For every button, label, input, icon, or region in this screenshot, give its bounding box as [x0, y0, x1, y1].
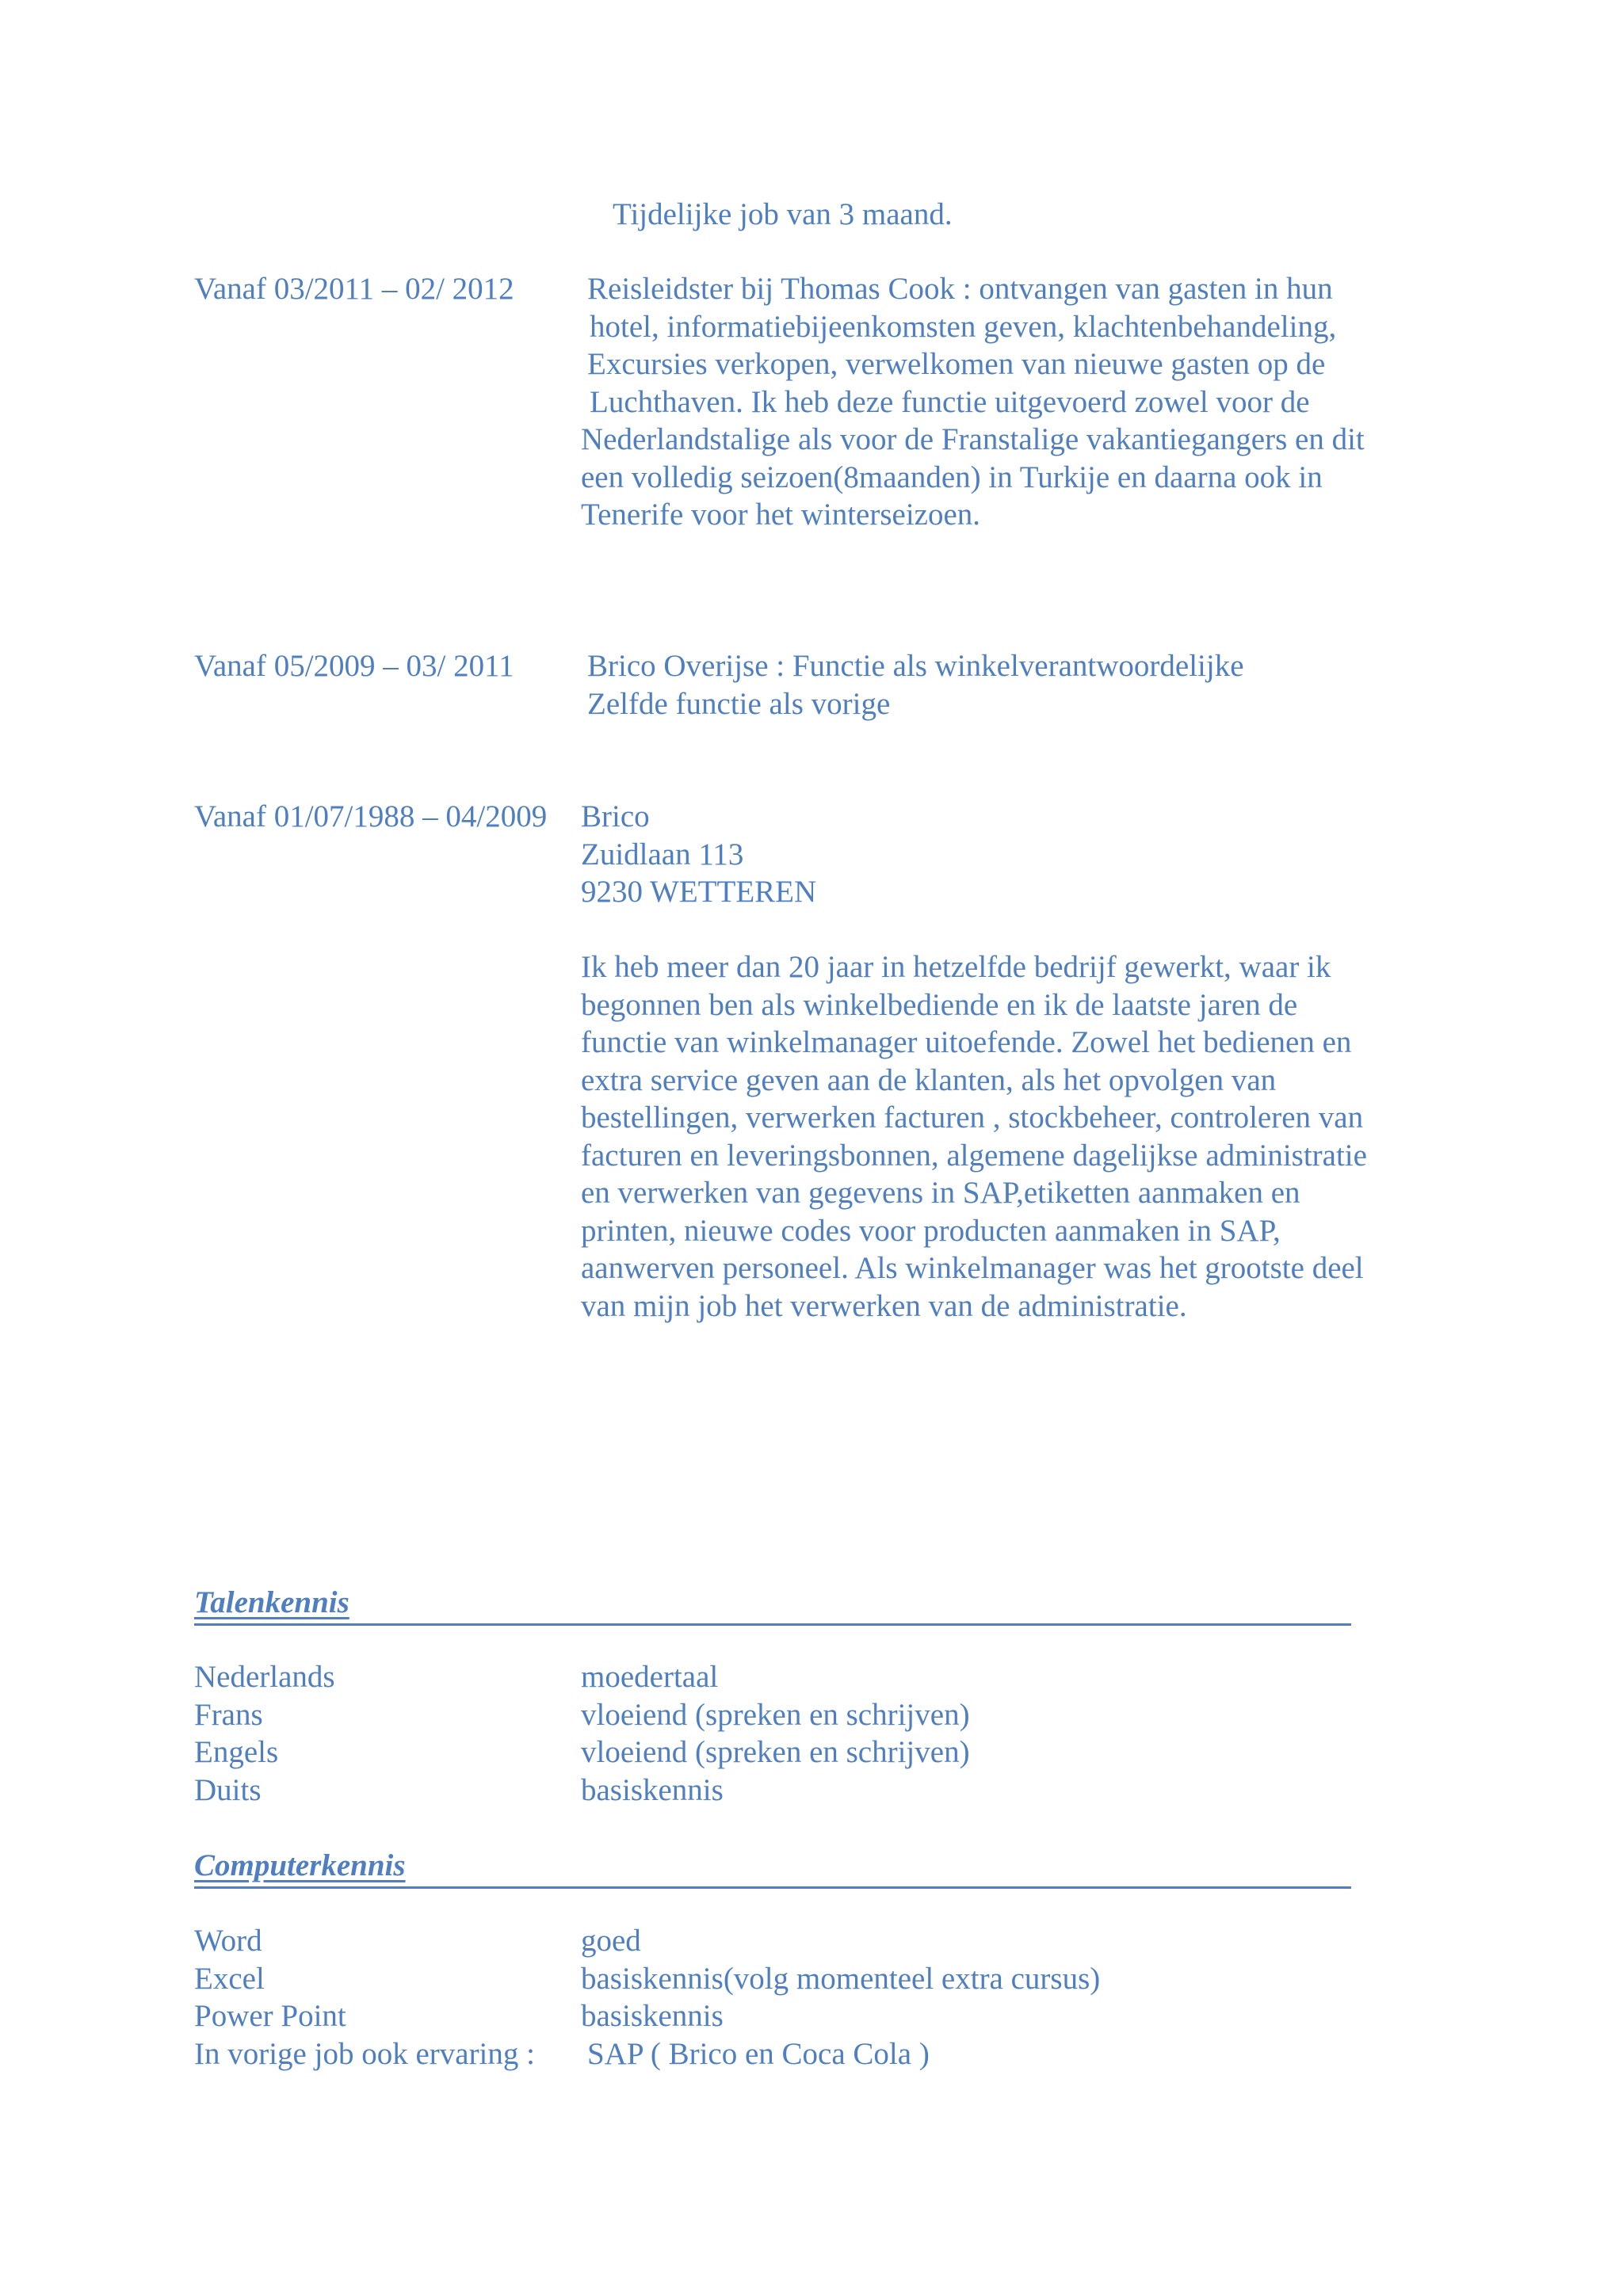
- experience-description-1: [581, 270, 1365, 534]
- text-line: functie van winkelmanager uitoefende. Zowel het bedienen en: [581, 1025, 1352, 1059]
- skill-name: In vorige job ook ervaring :: [194, 2036, 535, 2071]
- text-line: bestellingen, verwerken facturen , stockbeheer, controleren van: [581, 1100, 1364, 1135]
- text-line: Brico: [581, 799, 650, 833]
- text-line: facturen en leveringsbonnen, algemene dagelijkse administratie: [581, 1138, 1367, 1173]
- text-line: 9230 WETTEREN: [581, 875, 817, 909]
- experience-description-3: [581, 948, 1367, 1325]
- experience-description-2: [587, 647, 1244, 723]
- experience-period-3: Vanaf 01/07/1988 – 04/2009: [194, 799, 548, 833]
- skill-level: SAP ( Brico en Coca Cola ): [587, 2036, 930, 2071]
- text-line: Reisleidster bij Thomas Cook : ontvangen van gasten in hun: [587, 272, 1333, 306]
- language-level: moedertaal: [581, 1660, 719, 1694]
- text-line: en verwerken van gegevens in SAP,etiketten aanmaken en: [581, 1176, 1300, 1210]
- text-line: Brico Overijse : Functie als winkelverantwoordelijke: [587, 649, 1244, 683]
- text-line: Excursies verkopen, verwelkomen van nieuwe gasten op de: [587, 347, 1326, 381]
- text-line: begonnen ben als winkelbediende en ik de laatste jaren de: [581, 987, 1298, 1022]
- languages-heading-text: Talenkennis: [194, 1585, 349, 1619]
- computer-names: [194, 1922, 535, 2073]
- language-level: vloeiend (spreken en schrijven): [581, 1735, 970, 1769]
- skill-level: basiskennis(volg momenteel extra cursus): [581, 1961, 1101, 1996]
- languages-heading: [194, 1584, 1351, 1626]
- skill-name: Excel: [194, 1961, 265, 1996]
- experience-address-3: [581, 798, 816, 911]
- computer-levels: [581, 1922, 1100, 2073]
- text-line: van mijn job het verwerken van de administratie.: [581, 1288, 1187, 1323]
- text-line: extra service geven aan de klanten, als het opvolgen van: [581, 1062, 1277, 1097]
- text-line: printen, nieuwe codes voor producten aanmaken in SAP,: [581, 1213, 1281, 1248]
- language-level: basiskennis: [581, 1772, 724, 1807]
- text-line: Tenerife voor het winterseizoen.: [581, 498, 981, 532]
- text-line: Zelfde functie als vorige: [587, 686, 891, 721]
- text-line: hotel, informatiebijeenkomsten geven, klachtenbehandeling,: [590, 309, 1337, 344]
- text-line: aanwerven personeel. Als winkelmanager was het grootste deel: [581, 1251, 1364, 1285]
- computer-heading: [194, 1847, 1351, 1889]
- language-name: Frans: [194, 1697, 263, 1732]
- text-line: Luchthaven. Ik heb deze functie uitgevoerd zowel voor de: [590, 384, 1310, 419]
- language-name: Duits: [194, 1772, 262, 1807]
- skill-name: Word: [194, 1924, 262, 1958]
- languages-levels: [581, 1658, 970, 1809]
- text-line: een volledig seizoen(8maanden) in Turkije en daarna ook in: [581, 460, 1323, 494]
- languages-names: [194, 1658, 335, 1809]
- intro-line: Tijdelijke job van 3 maand.: [613, 197, 953, 231]
- experience-period-1: Vanaf 03/2011 – 02/ 2012: [194, 272, 514, 306]
- language-name: Nederlands: [194, 1660, 335, 1694]
- text-line: Ik heb meer dan 20 jaar in hetzelfde bedrijf gewerkt, waar ik: [581, 950, 1331, 984]
- experience-period-2: Vanaf 05/2009 – 03/ 2011: [194, 649, 514, 683]
- skill-level: goed: [581, 1924, 641, 1958]
- computer-heading-text: Computerkennis: [194, 1848, 406, 1882]
- text-line: Zuidlaan 113: [581, 837, 744, 871]
- skill-name: Power Point: [194, 1999, 346, 2033]
- language-name: Engels: [194, 1735, 279, 1769]
- text-line: Nederlandstalige als voor de Franstalige vakantiegangers en dit: [581, 422, 1365, 456]
- language-level: vloeiend (spreken en schrijven): [581, 1697, 970, 1732]
- skill-level: basiskennis: [581, 1999, 724, 2033]
